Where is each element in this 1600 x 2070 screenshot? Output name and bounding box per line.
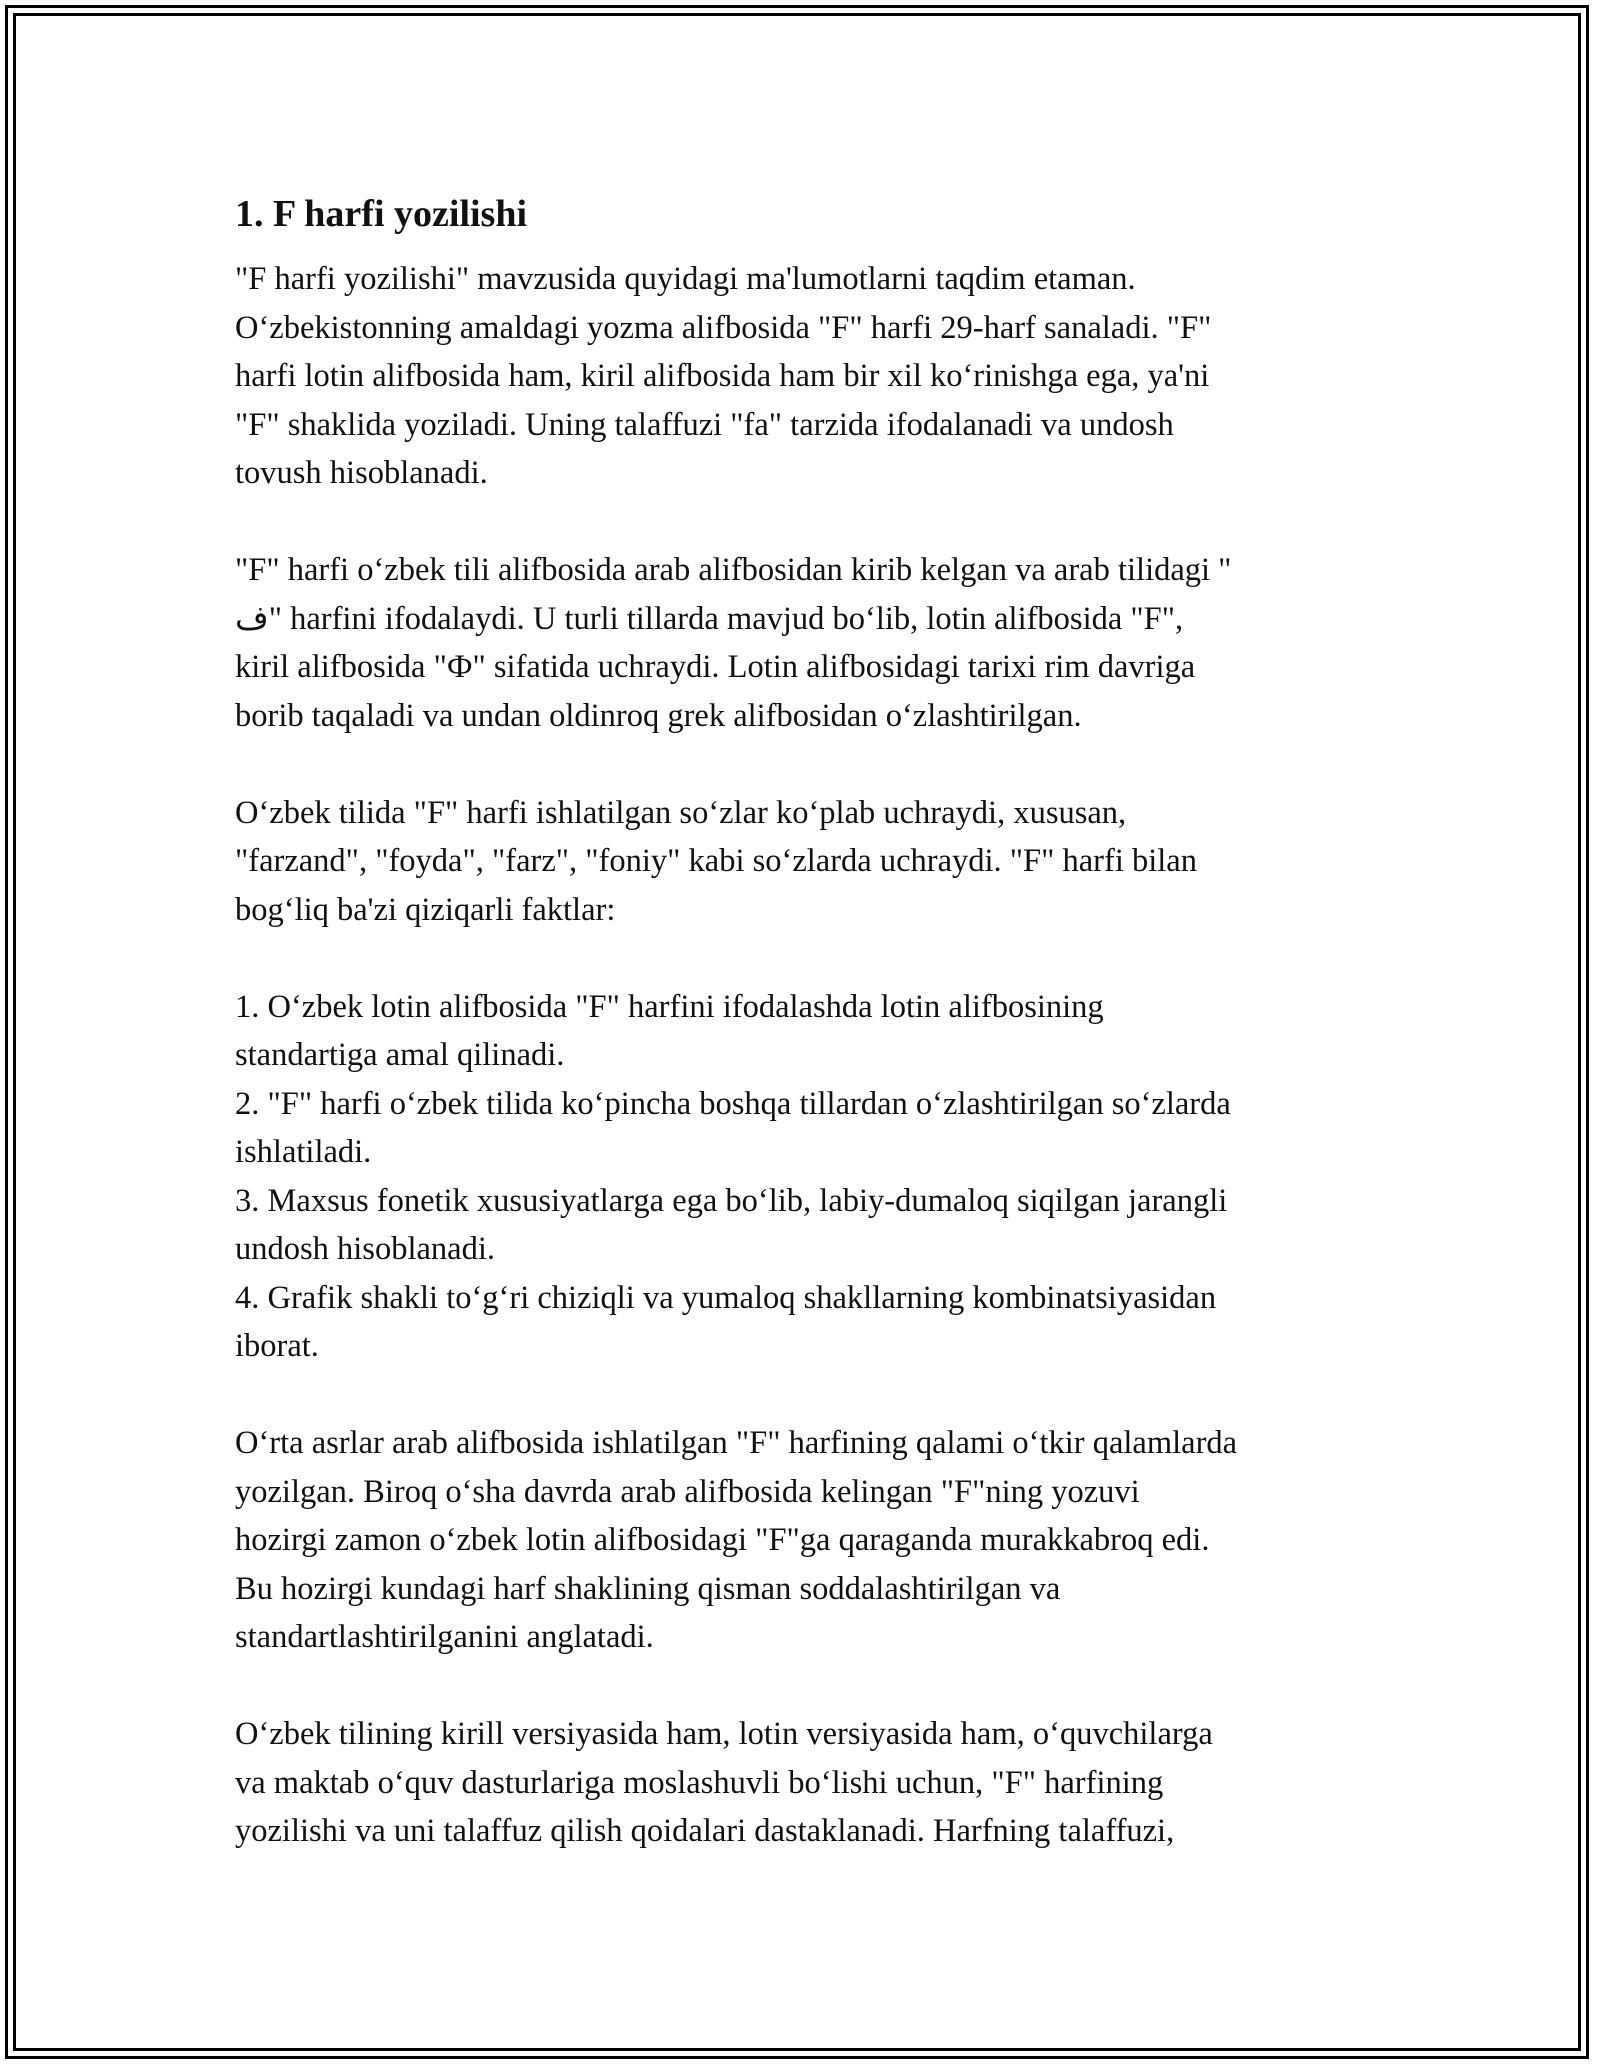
text-line: "farzand", "foyda", "farz", "foniy" kabi soʻzlarda uchraydi. "F" harfi bilan — [235, 843, 1197, 879]
text-line: Oʻzbekistonning amaldagi yozma alifbosida "F" harfi 29-harf sanaladi. "F" — [235, 309, 1212, 346]
text-line: hozirgi zamon oʻzbek lotin alifbosidagi "F"ga qaraganda murakkabroq edi. — [235, 1522, 1210, 1558]
text-line: harfi lotin alifbosida ham, kiril alifbosida ham bir xil koʻrinishga ega, ya'ni — [235, 358, 1210, 394]
text-line: kiril alifbosida "Ф" sifatida uchraydi. Lotin alifbosidagi tarixi rim davriga — [235, 649, 1196, 685]
paragraph — [235, 789, 1375, 935]
text-line: Oʻrta asrlar arab alifbosida ishlatilgan "F" harfining qalami oʻtkir qalamlarda — [235, 1425, 1238, 1461]
text-line: Oʻzbek tilining kirill versiyasida ham, lotin versiyasida ham, oʻquvchilarga — [235, 1716, 1213, 1752]
text-line: borib taqaladi va undan oldinroq grek alifbosidan oʻzlashtirilgan. — [235, 697, 1082, 734]
document-title: 1. F harfi yozilishi — [235, 193, 528, 235]
paragraph — [235, 546, 1375, 740]
text-line: standartiga amal qilinadi. — [235, 1037, 565, 1073]
text-line: 4. Grafik shakli toʻgʻri chiziqli va yumaloq shakllarning kombinatsiyasidan — [235, 1279, 1217, 1316]
paragraph-list — [235, 255, 1375, 1856]
text-line: iborat. — [235, 1328, 319, 1364]
text-line: 3. Maxsus fonetik xususiyatlarga ega boʻlib, labiy-dumaloq siqilgan jarangli — [235, 1182, 1228, 1219]
text-line: undosh hisoblanadi. — [235, 1231, 495, 1267]
text-line: Bu hozirgi kundagi harf shaklining qisman soddalashtirilgan va — [235, 1570, 1061, 1607]
text-line: yozilgan. Biroq oʻsha davrda arab alifbosida kelingan "F"ning yozuvi — [235, 1473, 1140, 1510]
text-line: standartlashtirilganini anglatadi. — [235, 1619, 654, 1655]
text-line: "F" shaklida yoziladi. Uning talaffuzi "fa" tarzida ifodalanadi va undosh — [235, 406, 1174, 443]
document-body — [235, 185, 1375, 1904]
text-line: 2. "F" harfi oʻzbek tilida koʻpincha boshqa tillardan oʻzlashtirilgan soʻzlarda — [235, 1085, 1231, 1122]
paragraph — [235, 1419, 1375, 1662]
text-line: bogʻliq ba'zi qiziqarli faktlar: — [235, 891, 616, 928]
text-line: Oʻzbek tilida "F" harfi ishlatilgan soʻzlar koʻplab uchraydi, xususan, — [235, 794, 1127, 831]
text-line: ف" harfini ifodalaydi. U turli tillarda mavjud boʻlib, lotin alifbosida "F", — [235, 600, 1184, 637]
text-line: "F" harfi oʻzbek tili alifbosida arab alifbosidan kirib kelgan va arab tilidagi " — [235, 552, 1232, 588]
text-line: 1. Oʻzbek lotin alifbosida "F" harfini ifodalashda lotin alifbosining — [235, 988, 1104, 1025]
paragraph — [235, 255, 1375, 498]
text-line: ishlatiladi. — [235, 1134, 372, 1170]
text-line: va maktab oʻquv dasturlariga moslashuvli boʻlishi uchun, "F" harfining — [235, 1764, 1164, 1801]
text-line: yozilishi va uni talaffuz qilish qoidalari dastaklanadi. Harfning talaffuzi, — [235, 1813, 1175, 1849]
text-line: tovush hisoblanadi. — [235, 455, 488, 491]
paragraph — [235, 1710, 1375, 1856]
text-line: "F harfi yozilishi" mavzusida quyidagi ma'lumotlarni taqdim etaman. — [235, 261, 1136, 297]
paragraph — [235, 983, 1375, 1371]
